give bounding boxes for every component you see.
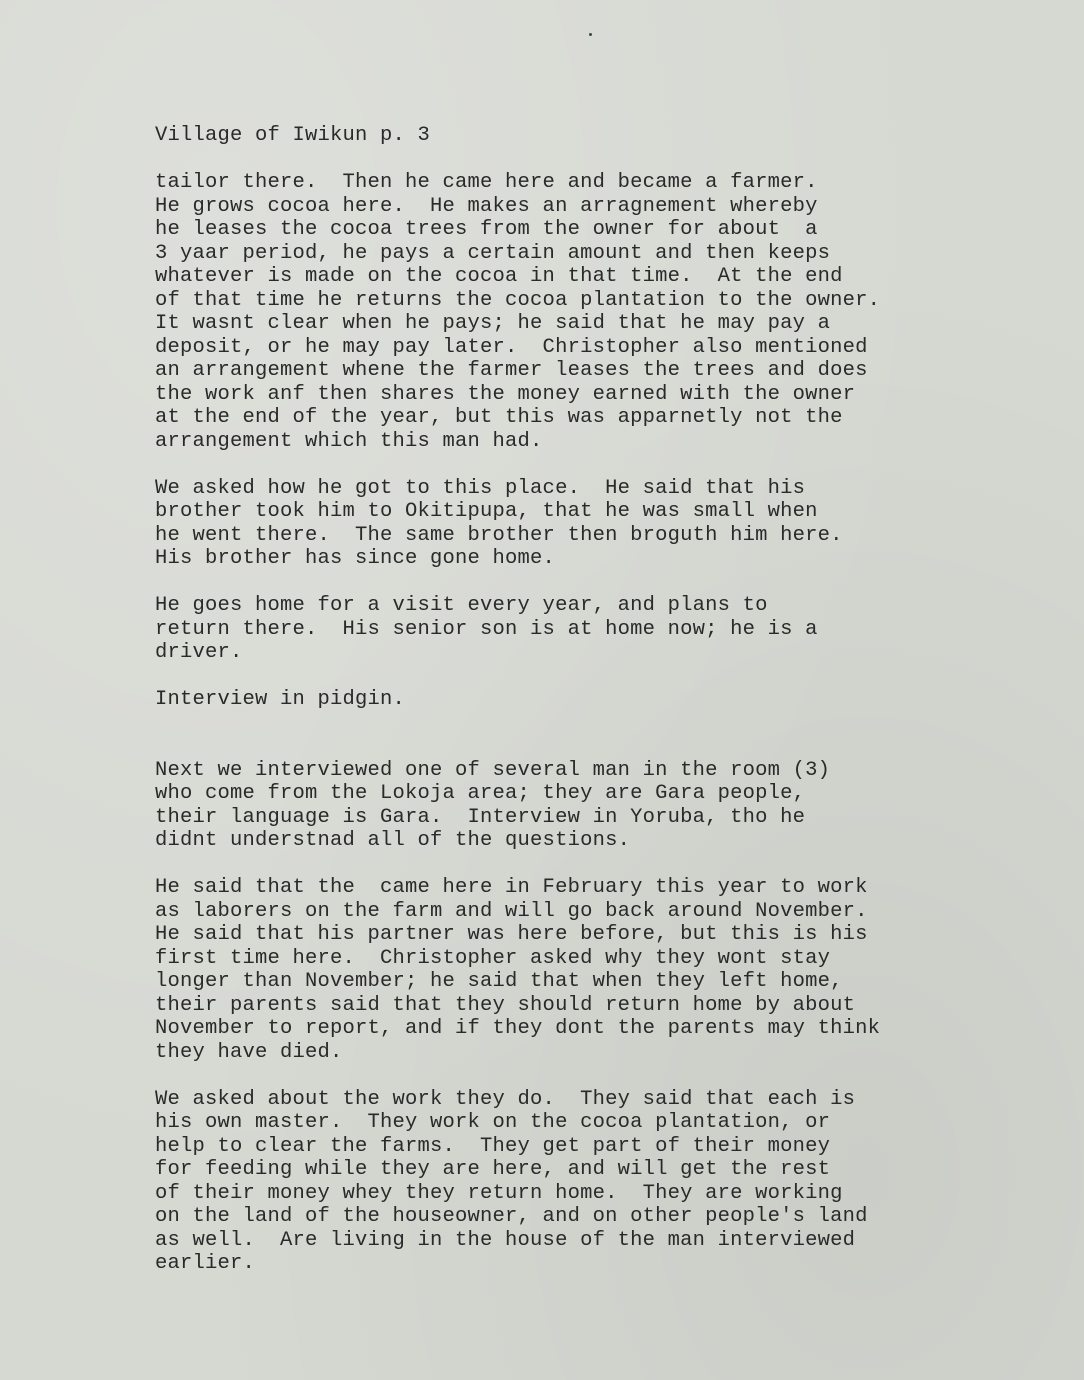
text-line: driver.	[155, 641, 243, 664]
text-line: their parents said that they should return home by about	[155, 993, 856, 1017]
text-line: 3 yaar period, he pays a certain amount and then keeps	[155, 241, 831, 265]
paragraph-spacer	[155, 853, 1015, 877]
text-line: the work anf then shares the money earned with the owner	[155, 382, 856, 406]
paragraph-6	[155, 876, 1015, 1064]
text-line: return there. His senior son is at home now; he is a	[155, 617, 818, 641]
text-line: He said that the came here in February this year to work	[155, 876, 868, 899]
text-line: deposit, or he may pay later. Christopher also mentioned	[155, 335, 868, 359]
text-line: help to clear the farms. They get part of their money	[155, 1134, 831, 1158]
paragraph-2	[155, 477, 1015, 571]
paragraph-spacer	[155, 712, 1015, 759]
text-line: It wasnt clear when he pays; he said that he may pay a	[155, 312, 831, 335]
text-line: He grows cocoa here. He makes an arragnement whereby	[155, 194, 818, 218]
paragraph-1	[155, 171, 1015, 453]
text-line: an arrangement whene the farmer leases the trees and does	[155, 359, 868, 382]
text-line: tailor there. Then he came here and became a farmer.	[155, 171, 818, 194]
text-line: as well. Are living in the house of the man interviewed	[155, 1228, 856, 1252]
text-line: for feeding while they are here, and will get the rest	[155, 1158, 831, 1181]
paragraph-spacer	[155, 665, 1015, 689]
paragraph-7	[155, 1088, 1015, 1276]
text-line: Next we interviewed one of several man in the room (3)	[155, 758, 831, 782]
paper-speck	[589, 33, 592, 36]
text-line: their language is Gara. Interview in Yoruba, tho he	[155, 805, 806, 829]
text-line: We asked about the work they do. They said that each is	[155, 1087, 856, 1111]
text-line: he went there. The same brother then broguth him here.	[155, 523, 843, 547]
text-line: of that time he returns the cocoa plantation to the owner.	[155, 288, 881, 312]
text-line: November to report, and if they dont the parents may think	[155, 1017, 881, 1040]
text-line: His brother has since gone home.	[155, 547, 556, 570]
paragraph-5	[155, 759, 1015, 853]
text-line: brother took him to Okitipupa, that he was small when	[155, 500, 818, 523]
paragraph-spacer	[155, 1064, 1015, 1088]
text-line: first time here. Christopher asked why they wont stay	[155, 946, 831, 970]
paragraph-4	[155, 688, 1015, 712]
text-line: longer than November; he said that when they left home,	[155, 970, 843, 993]
paragraph-3	[155, 594, 1015, 665]
paragraph-spacer	[155, 571, 1015, 595]
text-line: didnt understnad all of the questions.	[155, 829, 631, 852]
text-line: arrangement which this man had.	[155, 429, 543, 453]
typed-text-block	[155, 124, 1015, 1276]
text-line: earlier.	[155, 1252, 256, 1275]
text-line: whatever is made on the cocoa in that time. At the end	[155, 265, 843, 288]
text-line: he leases the cocoa trees from the owner for about a	[155, 218, 818, 241]
paragraph-spacer	[155, 453, 1015, 477]
page-title: Village of Iwikun p. 3	[155, 124, 431, 147]
text-line: who come from the Lokoja area; they are Gara people,	[155, 782, 806, 805]
text-line: his own master. They work on the cocoa plantation, or	[155, 1111, 831, 1134]
text-line: We asked how he got to this place. He said that his	[155, 476, 806, 500]
text-line: as laborers on the farm and will go back around November.	[155, 899, 868, 923]
text-line: they have died.	[155, 1040, 343, 1064]
text-line: He said that his partner was here before, but this is his	[155, 923, 868, 946]
text-line: at the end of the year, but this was apparnetly not the	[155, 406, 843, 429]
text-line: Interview in pidgin.	[155, 688, 406, 711]
text-line: on the land of the houseowner, and on other people's land	[155, 1205, 868, 1228]
text-line: of their money whey they return home. They are working	[155, 1181, 843, 1205]
text-line: He goes home for a visit every year, and plans to	[155, 594, 768, 617]
